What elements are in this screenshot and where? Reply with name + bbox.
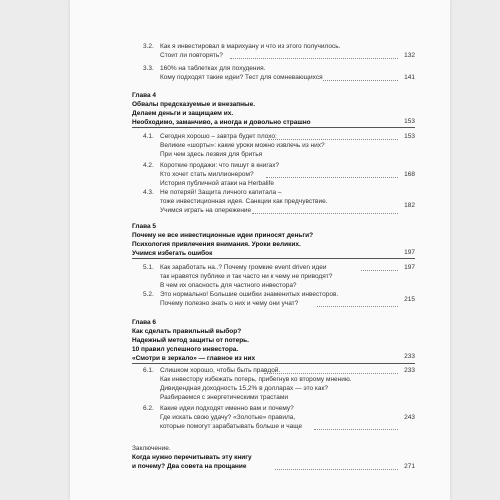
chapter-title: Учимся избегать ошибок <box>132 250 213 257</box>
page-number: 233 <box>404 353 415 360</box>
leader-dots <box>266 177 398 178</box>
toc-entry-title: которые помогут зарабатывать больше и чаще <box>160 423 303 430</box>
page-number: 132 <box>404 52 415 59</box>
toc-entry-title: Почему полезно знать о них и чему они учат? <box>160 300 299 307</box>
toc-entry-title: Как я инвестировал в марихуану и что из этого получилось. <box>160 43 341 50</box>
toc-entry-title: В чем их опасность для частного инвестора? <box>160 282 297 289</box>
page-number: 153 <box>404 118 415 125</box>
toc-entry-title: тоже инвестиционная идея. Санкции как предчувствие. <box>160 198 328 205</box>
page-number: 197 <box>404 249 415 256</box>
toc-entry-title: так нравятся публике и так часто ни к чему не приводят? <box>160 273 333 280</box>
conclusion-label: Заключение. <box>132 445 171 452</box>
toc-page <box>70 0 450 500</box>
chapter-title: Обвалы предсказуемые и внезапные. <box>132 101 256 108</box>
section-number: 4.3. <box>143 189 154 196</box>
toc-entry-title: Какие идеи подходят именно вам и почему? <box>160 405 294 412</box>
section-number: 3.2. <box>143 43 154 50</box>
chapter-rule <box>132 258 415 259</box>
toc-entry-title: Стоит ли повторять? <box>160 52 223 59</box>
leader-dots <box>268 139 398 140</box>
toc-entry-title: При чем здесь лезвия для бритья <box>160 151 263 158</box>
page-number: 182 <box>404 202 415 209</box>
page-number: 215 <box>404 296 415 303</box>
toc-entry-title: Сегодня хорошо – завтра будет плохо: <box>160 133 277 140</box>
chapter-title: Необходимо, заманчиво, а иногда и довольно страшно <box>132 119 311 126</box>
chapter-rule <box>132 363 415 364</box>
section-number: 4.1. <box>143 133 154 140</box>
page-number: 271 <box>404 463 415 470</box>
chapter-title: Как сделать правильный выбор? <box>132 328 242 335</box>
chapter-title: Почему не все инвестиционные идеи приносят деньги? <box>132 232 314 239</box>
toc-entry-title: Великие «шорты»: какие уроки можно извлечь из них? <box>160 142 325 149</box>
toc-entry-title: Это нормально! Большие ошибки знаменитых инвесторов. <box>160 291 339 298</box>
leader-dots <box>361 270 398 271</box>
section-number: 6.2. <box>143 405 154 412</box>
leader-dots <box>314 429 398 430</box>
toc-entry-title: Дивидендная доходность 15,2% в долларах — это как? <box>160 385 328 392</box>
toc-entry-title: Короткие продажи: что пишут в книгах? <box>160 162 280 169</box>
chapter-title: Делаем деньги и защищаем их. <box>132 110 234 117</box>
toc-entry-title: Где искать свою удачу? «Золотые» правила, <box>160 414 296 421</box>
leader-dots <box>323 80 398 81</box>
section-number: 6.1. <box>143 367 154 374</box>
toc-entry-title: Слишком хорошо, чтобы быть правдой. <box>160 367 281 374</box>
leader-dots <box>264 373 398 374</box>
chapter-label: Глава 6 <box>132 319 157 326</box>
chapter-label: Глава 5 <box>132 223 157 230</box>
page-number: 141 <box>404 74 415 81</box>
toc-entry-title: История публичной атаки на Herbalife <box>160 180 275 187</box>
section-number: 5.1. <box>143 264 154 271</box>
leader-dots <box>252 213 398 214</box>
toc-entry-title: Как заработать на..? Почему громкие event driven идеи <box>160 264 327 271</box>
leader-dots <box>230 58 398 59</box>
chapter-title: Надежный метод защиты от потерь. <box>132 337 249 344</box>
chapter-title: Психология привлечения внимания. Уроки великих. <box>132 241 301 248</box>
section-number: 3.3. <box>143 65 154 72</box>
leader-dots <box>317 306 398 307</box>
chapter-title: «Смотри в зеркало» — главное из них <box>132 355 256 362</box>
section-number: 4.2. <box>143 162 154 169</box>
leader-dots <box>275 469 398 470</box>
toc-entry-title: Разбираемся с энергетическими трастами <box>160 394 288 401</box>
page-number: 168 <box>404 171 415 178</box>
conclusion-title: и почему? Два совета на прощание <box>132 463 247 470</box>
toc-entry-title: Как инвестору избежать потерь, прибегнув ко второму мнению. <box>160 376 352 383</box>
page-number: 197 <box>404 264 415 271</box>
toc-entry-title: Не потеряй! Защита личного капитала – <box>160 189 282 196</box>
toc-entry-title: Учимся играть на опережение <box>160 207 252 214</box>
chapter-rule <box>132 127 415 128</box>
chapter-label: Глава 4 <box>132 92 157 99</box>
conclusion-title: Когда нужно перечитывать эту книгу <box>132 454 252 461</box>
toc-entry-title: 160% на таблетках для похудения. <box>160 65 266 72</box>
toc-entry-title: Кому подходят такие идеи? Тест для сомневающихся <box>160 74 323 81</box>
page-number: 233 <box>404 367 415 374</box>
chapter-title: 10 правил успешного инвестора. <box>132 346 239 353</box>
page-number: 153 <box>404 133 415 140</box>
section-number: 5.2. <box>143 291 154 298</box>
page-number: 243 <box>404 414 415 421</box>
toc-entry-title: Кто хочет стать миллионером? <box>160 171 254 178</box>
